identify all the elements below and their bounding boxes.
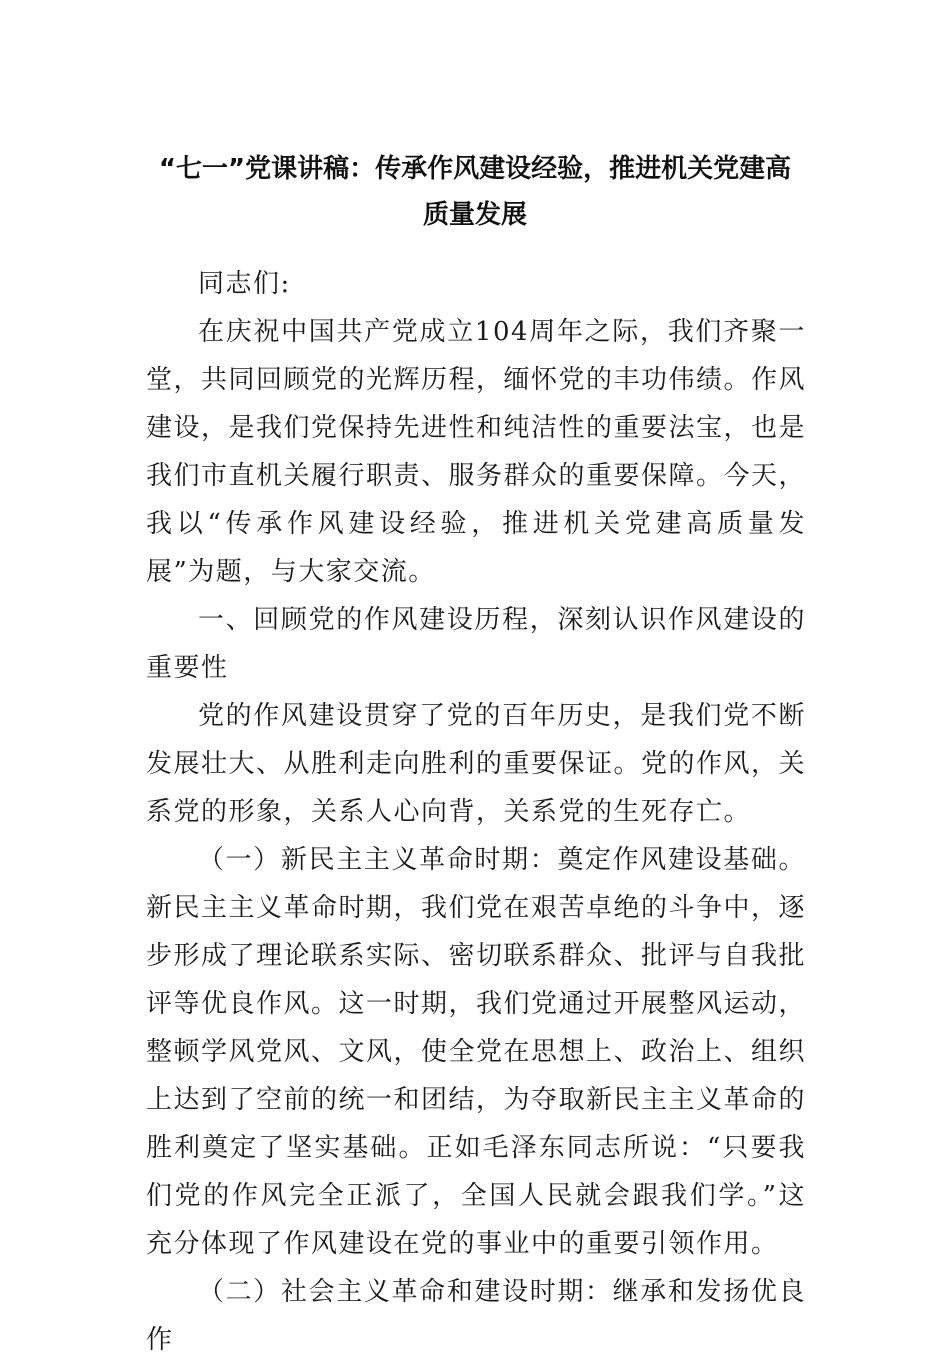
section-heading-1: 一、回顾党的作风建设历程，深刻认识作风建设的重要性: [146, 605, 806, 683]
title-line-2: 质量发展: [422, 200, 527, 230]
title-line-1: “七一”党课讲稿：传承作风建设经验，推进机关党建高: [158, 154, 792, 184]
subsection-1: （一）新民主主义革命时期：奠定作风建设基础。新民主主义革命时期，我们党在艰苦卓绝的斗争中，逐步形成了理论联系实际、密切联系群众、批评与自我批评等优良作风。这一时期，我们党通过开展整风运动，整顿学风党风、文风，使全党在思想上、政治上、组织上达到了空前的统一和团结，为夺取新民主主义革命的胜利奠定了坚实基础。正如毛泽东同志所说：“只要我们党的作风完全正派了，全国人民就会跟我们学。”这充分体现了作风建设在党的事业中的重要引领作用。: [146, 845, 807, 1259]
paragraph-section-1: 党的作风建设贯穿了党的百年历史，是我们党不断发展壮大、从胜利走向胜利的重要保证。党的作风，关系党的形象，关系人心向背，关系党的生死存亡。: [146, 701, 807, 827]
document-title: [140, 146, 810, 238]
subsection-2: （二）社会主义革命和建设时期：继承和发扬优良作: [146, 1277, 806, 1355]
paragraph-intro: 在庆祝中国共产党成立104周年之际，我们齐聚一堂，共同回顾党的光辉历程，缅怀党的丰功伟绩。作风建设，是我们党保持先进性和纯洁性的重要法宝，也是我们市直机关履行职责、服务群众的重要保障。今天，我以“传承作风建设经验，推进机关党建高质量发展”为题，与大家交流。: [146, 317, 807, 587]
greeting: 同志们:: [198, 269, 291, 299]
document-body: [146, 260, 806, 1364]
